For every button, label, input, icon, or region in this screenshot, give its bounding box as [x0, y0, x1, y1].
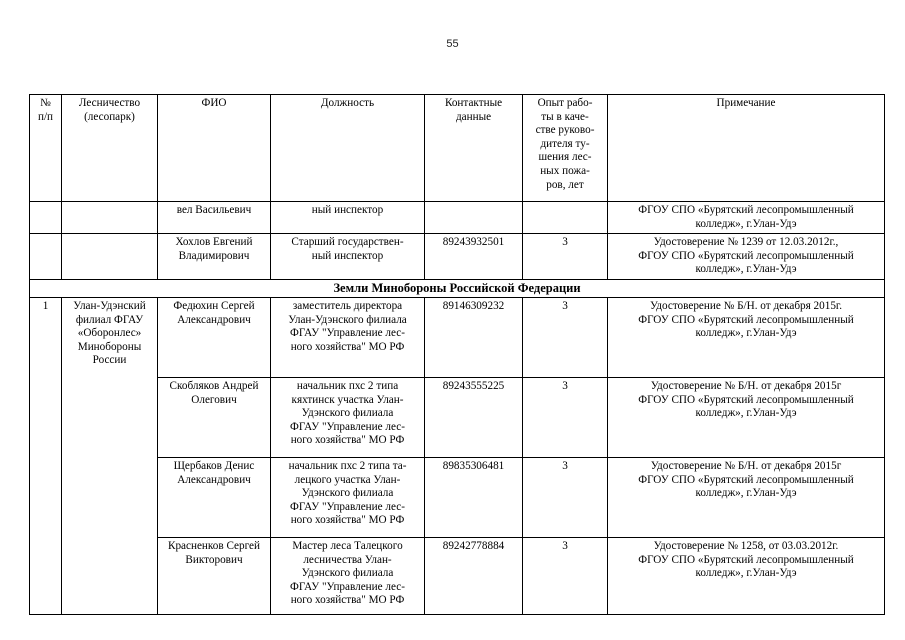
cell-fio: [158, 234, 271, 280]
cell-position: [271, 537, 425, 614]
header-note-line: Примечание: [716, 97, 776, 109]
header-contacts-line: Контактные: [444, 97, 503, 109]
table-row: [30, 457, 885, 537]
cell-note: [608, 202, 885, 234]
fio-line: Щербаков Денис: [173, 459, 255, 472]
header-experience-line: Опыт рабо-: [537, 97, 593, 109]
header-experience-line: ты в каче-: [541, 110, 589, 123]
cell-position: [271, 457, 425, 537]
forestry-line: «Оборонлес»: [77, 327, 142, 340]
cell-note: [608, 537, 885, 614]
position-line: Улан-Удэнского филиала: [288, 313, 407, 326]
section-title: Земли Минобороны Российской Федерации: [30, 279, 885, 297]
header-contacts: [425, 95, 523, 202]
header-forestry-line: (лесопарк): [84, 110, 135, 123]
header-num: [30, 95, 62, 202]
forestry-line: филиал ФГАУ: [75, 313, 144, 326]
header-note: [608, 95, 885, 202]
cell-experience: 3: [523, 377, 608, 457]
position-line: начальник пхс 2 типа: [296, 379, 399, 392]
header-forestry: [62, 95, 158, 202]
cell-fio: [158, 457, 271, 537]
note-line: ФГОУ СПО «Бурятский лесопромышленный: [638, 393, 854, 406]
note-line: Удостоверение № 1239 от 12.03.2012г.,: [653, 236, 839, 249]
fio-line: Скобляков Андрей: [169, 379, 259, 392]
header-forestry-line: Лесничество: [78, 97, 141, 109]
position-line: Мастер леса Талецкого: [292, 539, 403, 552]
position-line: ФГАУ "Управление лес-: [290, 327, 405, 340]
note-line: колледж», г.Улан-Удэ: [695, 487, 797, 500]
header-contacts-line: данные: [455, 110, 492, 123]
cell-position: [271, 202, 425, 234]
note-line: колледж», г.Улан-Удэ: [695, 407, 797, 420]
position-line: Удэнского филиала: [301, 487, 394, 500]
forestry-line: Минобороны: [77, 340, 142, 353]
position-line: ФГАУ "Управление лес-: [290, 580, 405, 593]
fio-line: Хохлов Евгений: [175, 236, 253, 249]
table-row: [30, 537, 885, 614]
header-experience-line: шения лес-: [538, 151, 592, 164]
cell-experience: 3: [523, 234, 608, 280]
note-line: колледж», г.Улан-Удэ: [695, 327, 797, 340]
table-row: [30, 234, 885, 280]
forestry-line: России: [92, 354, 127, 367]
header-num-line: п/п: [37, 110, 54, 123]
fio-line: вел Васильевич: [176, 204, 252, 216]
fio-line: Олегович: [191, 393, 237, 406]
note-line: колледж», г.Улан-Удэ: [695, 217, 797, 230]
note-line: Удостоверение № Б/Н. от декабря 2015г.: [649, 299, 843, 312]
note-line: Удостоверение № Б/Н. от декабря 2015г: [650, 459, 842, 472]
position-line: начальник пхс 2 типа та-: [288, 459, 407, 472]
position-line: ный инспектор: [311, 249, 384, 262]
cell-note: [608, 234, 885, 280]
position-line: ный инспектор: [311, 204, 384, 216]
cell-fio: [158, 297, 271, 377]
cell-contacts: 89146309232: [425, 297, 523, 377]
note-line: колледж», г.Улан-Удэ: [695, 263, 797, 276]
cell-num: [30, 234, 62, 280]
note-line: Удостоверение № Б/Н. от декабря 2015г: [650, 379, 842, 392]
position-line: ФГАУ "Управление лес-: [290, 500, 405, 513]
fio-line: Красненков Сергей: [167, 539, 261, 552]
fio-line: Федюхин Сергей: [173, 299, 255, 312]
position-line: Старший государствен-: [291, 236, 404, 249]
header-fio: [158, 95, 271, 202]
header-experience-line: дителя ту-: [540, 137, 590, 150]
fio-line: Владимирович: [178, 249, 250, 262]
header-experience-line: ров, лет: [546, 178, 584, 191]
position-line: заместитель директора: [292, 299, 403, 312]
forest-fire-staff-table: [29, 94, 885, 615]
forestry-line: Улан-Удэнский: [73, 299, 146, 312]
position-line: ФГАУ "Управление лес-: [290, 420, 405, 433]
cell-fio: [158, 377, 271, 457]
position-line: Удэнского филиала: [301, 407, 394, 420]
cell-note: [608, 377, 885, 457]
position-line: лесничества Улан-: [303, 553, 392, 566]
cell-forestry: [62, 234, 158, 280]
cell-fio: [158, 537, 271, 614]
cell-experience: [523, 202, 608, 234]
cell-contacts: 89835306481: [425, 457, 523, 537]
position-line: ного хозяйства" МО РФ: [290, 594, 405, 607]
note-line: ФГОУ СПО «Бурятский лесопромышленный: [638, 553, 854, 566]
table-header-row: [30, 95, 885, 202]
section-row: [30, 279, 885, 297]
cell-forestry: [62, 297, 158, 614]
note-line: ФГОУ СПО «Бурятский лесопромышленный: [638, 473, 854, 486]
cell-position: [271, 234, 425, 280]
header-num-line: №: [40, 97, 51, 109]
position-line: Удэнского филиала: [301, 567, 394, 580]
cell-position: [271, 297, 425, 377]
cell-contacts: 89243932501: [425, 234, 523, 280]
cell-contacts: [425, 202, 523, 234]
position-line: ного хозяйства" МО РФ: [290, 434, 405, 447]
cell-num: 1: [30, 297, 62, 614]
note-line: колледж», г.Улан-Удэ: [695, 567, 797, 580]
position-line: ного хозяйства" МО РФ: [290, 514, 405, 527]
cell-experience: 3: [523, 537, 608, 614]
cell-note: [608, 297, 885, 377]
note-line: ФГОУ СПО «Бурятский лесопромышленный: [638, 204, 854, 216]
note-line: ФГОУ СПО «Бурятский лесопромышленный: [638, 249, 854, 262]
fio-line: Викторович: [185, 553, 243, 566]
header-experience: [523, 95, 608, 202]
fio-line: Александрович: [177, 313, 251, 326]
fio-line: Александрович: [177, 473, 251, 486]
note-line: Удостоверение № 1258, от 03.03.2012г.: [653, 539, 839, 552]
position-line: лецкого участка Улан-: [294, 473, 401, 486]
table-row: [30, 377, 885, 457]
cell-experience: 3: [523, 457, 608, 537]
header-position: [271, 95, 425, 202]
header-experience-line: стве руково-: [535, 124, 595, 137]
note-line: ФГОУ СПО «Бурятский лесопромышленный: [638, 313, 854, 326]
cell-forestry: [62, 202, 158, 234]
header-fio-line: ФИО: [201, 97, 227, 109]
cell-fio: [158, 202, 271, 234]
cell-contacts: 89242778884: [425, 537, 523, 614]
position-line: кяхтинск участка Улан-: [291, 393, 404, 406]
table-row: [30, 202, 885, 234]
cell-experience: 3: [523, 297, 608, 377]
cell-note: [608, 457, 885, 537]
header-position-line: Должность: [320, 97, 375, 109]
cell-num: [30, 202, 62, 234]
cell-contacts: 89243555225: [425, 377, 523, 457]
header-experience-line: ных пожа-: [540, 164, 590, 177]
page-number: 55: [446, 38, 459, 50]
table-row: [30, 297, 885, 377]
position-line: ного хозяйства" МО РФ: [290, 340, 405, 353]
cell-position: [271, 377, 425, 457]
